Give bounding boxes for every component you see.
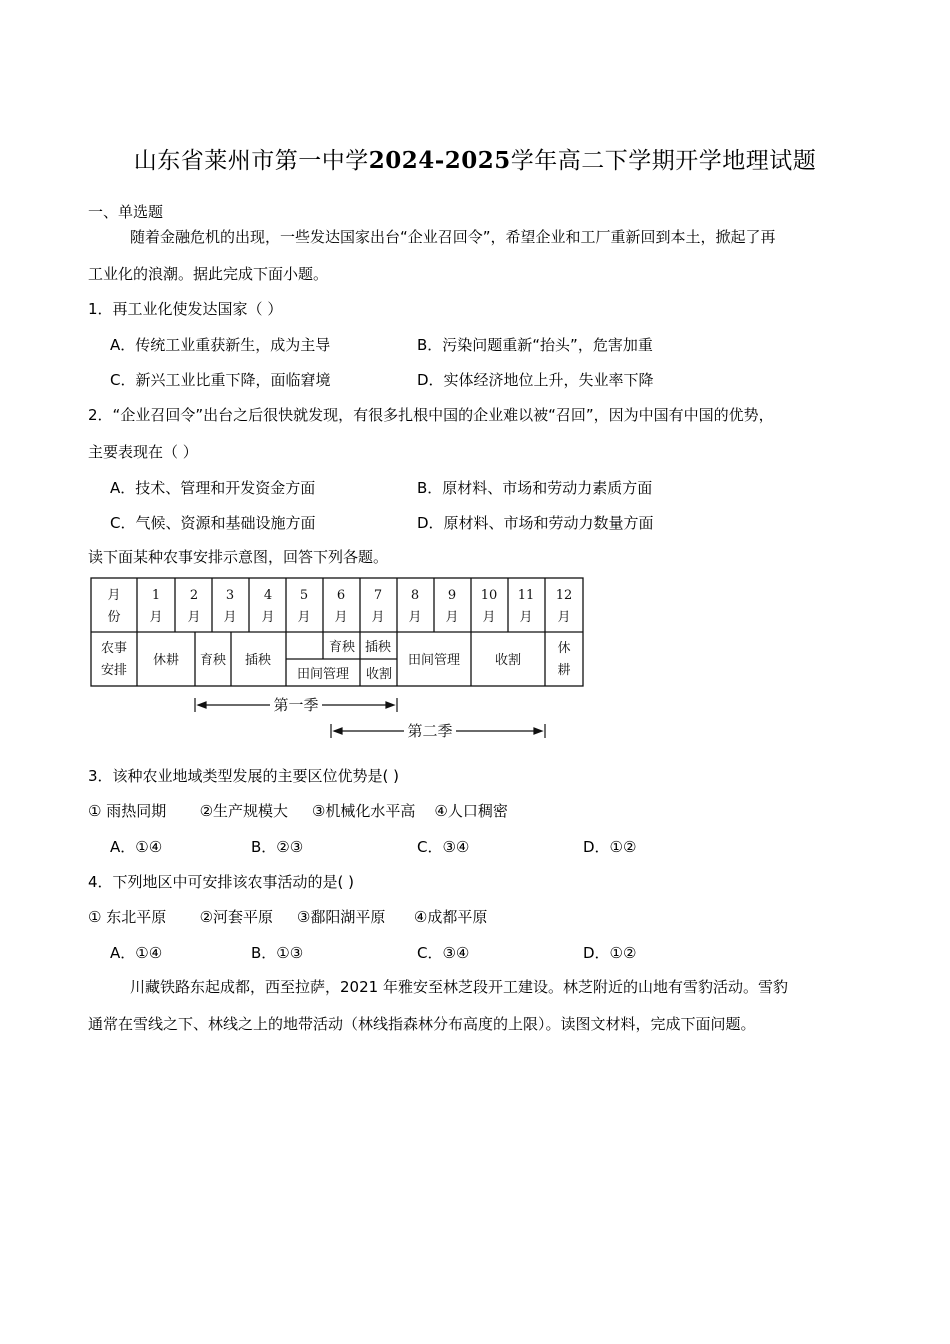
month-8-number: 8	[410, 588, 420, 603]
question-2-option-b: B．原材料、市场和劳动力素质方面	[417, 479, 653, 497]
passage-1-line-1: 随着金融危机的出现，一些发达国家出台“企业召回令”，希望企业和工厂重新回到本土，掀起了再	[130, 228, 776, 246]
activity-fallow-2-top: 休	[557, 641, 571, 656]
passage-2-line-2: 通常在雪线之下、林线之上的地带活动（林线指森林分布高度的上限）。读图文材料，完成下面问题。	[88, 1015, 756, 1033]
question-3-option-a: A．①④	[110, 838, 163, 856]
month-1-unit: 月	[149, 610, 163, 625]
month-11-number: 11	[517, 588, 535, 603]
question-3-option-d: D．①②	[583, 838, 637, 856]
question-2-option-d: D．原材料、市场和劳动力数量方面	[417, 514, 654, 532]
question-3-items: ① 雨热同期 ②生产规模大 ③机械化水平高 ④人口稠密	[88, 802, 508, 820]
activity-fallow-2-bottom: 耕	[557, 663, 571, 678]
month-12-unit: 月	[557, 610, 571, 625]
passage-2-line-1: 川藏铁路东起成都，西至拉萨，2021 年雅安至林芝段开工建设。林芝附近的山地有雪豹活动。雪豹	[130, 978, 788, 996]
month-5-number: 5	[299, 588, 309, 603]
season-2-label: 第二季	[407, 722, 453, 740]
month-8-unit: 月	[408, 610, 422, 625]
question-1-option-b: B．污染问题重新“抬头”，危害加重	[417, 336, 653, 354]
farming-schedule-figure	[90, 576, 586, 741]
question-4-option-c: C．③④	[417, 944, 470, 962]
question-4-option-a: A．①④	[110, 944, 163, 962]
month-3-number: 3	[225, 588, 235, 603]
activity-field-management-2: 田间管理	[407, 653, 461, 668]
month-6-number: 6	[336, 588, 346, 603]
row-header-top: 农事	[100, 641, 128, 656]
month-2-number: 2	[189, 588, 199, 603]
question-1-option-a: A．传统工业重获新生，成为主导	[110, 336, 331, 354]
month-7-number: 7	[373, 588, 383, 603]
question-2-stem-line-1: 2．“企业召回令”出台之后很快就发现，有很多扎根中国的企业难以被“召回”，因为中国有中国的优势，	[88, 406, 774, 424]
question-3-option-c: C．③④	[417, 838, 470, 856]
activity-seedling-2: 育秧	[328, 640, 356, 655]
month-10-unit: 月	[482, 610, 496, 625]
month-12-number: 12	[555, 588, 573, 603]
question-3-option-b: B．②③	[251, 838, 304, 856]
month-9-unit: 月	[445, 610, 459, 625]
month-7-unit: 月	[371, 610, 385, 625]
question-2-option-a: A．技术、管理和开发资金方面	[110, 479, 316, 497]
question-4-option-d: D．①②	[583, 944, 637, 962]
question-2-option-c: C．气候、资源和基础设施方面	[110, 514, 316, 532]
month-2-unit: 月	[187, 610, 201, 625]
month-4-unit: 月	[261, 610, 275, 625]
month-3-unit: 月	[223, 610, 237, 625]
season-1-label: 第一季	[273, 696, 319, 714]
month-4-number: 4	[263, 588, 273, 603]
row-header-bottom: 安排	[100, 663, 128, 678]
activity-harvest-2: 收割	[494, 653, 522, 668]
month-header-top: 月	[107, 588, 121, 603]
question-4-option-b: B．①③	[251, 944, 304, 962]
section-heading: 一、单选题	[88, 203, 164, 221]
month-cells	[149, 588, 572, 625]
month-10-number: 10	[480, 588, 498, 603]
month-header-bottom: 份	[107, 610, 121, 625]
question-4-items: ① 东北平原 ②河套平原 ③鄱阳湖平原 ④成都平原	[88, 908, 488, 926]
question-2-stem-line-2: 主要表现在（ ）	[88, 443, 198, 461]
activity-field-management-1: 田间管理	[296, 667, 350, 682]
month-11-unit: 月	[519, 610, 533, 625]
activity-transplant-2: 插秧	[364, 640, 392, 655]
month-9-number: 9	[447, 588, 457, 603]
passage-1-line-2: 工业化的浪潮。据此完成下面小题。	[88, 265, 329, 283]
activity-transplant-1: 插秧	[244, 653, 272, 668]
question-1-option-c: C．新兴工业比重下降，面临窘境	[110, 371, 331, 389]
activity-fallow-1: 休耕	[152, 653, 180, 668]
month-6-unit: 月	[334, 610, 348, 625]
month-5-unit: 月	[297, 610, 311, 625]
question-3-stem: 3．该种农业地域类型发展的主要区位优势是( )	[88, 767, 400, 785]
activity-harvest-1: 收割	[365, 667, 393, 682]
question-1-option-d: D．实体经济地位上升，失业率下降	[417, 371, 654, 389]
figure-intro: 读下面某种农事安排示意图，回答下列各题。	[88, 548, 389, 566]
page-title: 山东省莱州市第一中学2024-2025学年高二下学期开学地理试题	[133, 147, 817, 174]
month-1-number: 1	[151, 588, 161, 603]
question-4-stem: 4．下列地区中可安排该农事活动的是( )	[88, 873, 355, 891]
question-1-stem: 1．再工业化使发达国家（ ）	[88, 300, 283, 318]
activity-seedling-1: 育秧	[199, 653, 227, 668]
